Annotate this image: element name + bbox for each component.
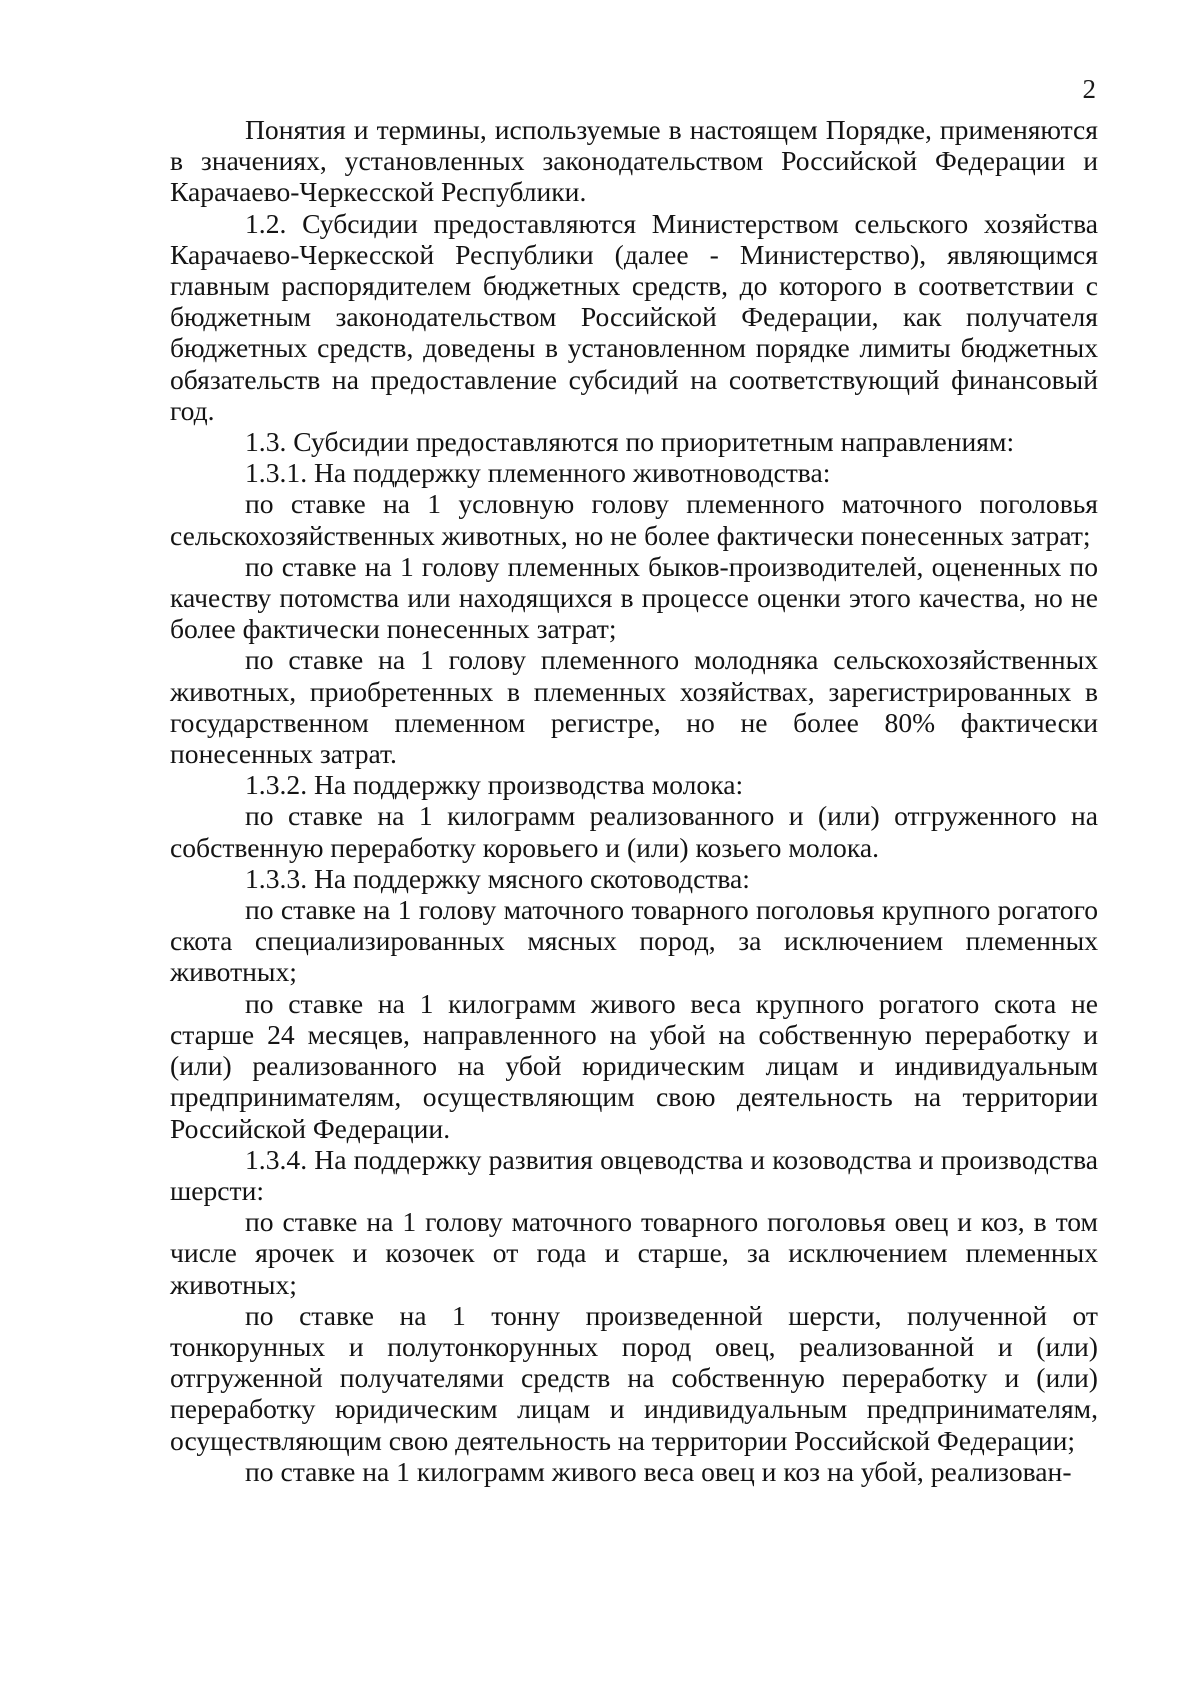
paragraph: по ставке на 1 килограмм живого веса овец и коз на убой, реализован- — [245, 1455, 1072, 1487]
page-number: 2 — [1082, 74, 1096, 104]
paragraph: по ставке на 1 голову племенных быков-производителей, оцененных по качеству потомства или находящихся в процессе оценки этого качества, но не более фактически понесенных затрат; — [170, 550, 1098, 645]
paragraph: по ставке на 1 килограмм реализованного и (или) отгруженного на собственную переработку коровьего и (или) козьего молока. — [170, 800, 1098, 863]
paragraph: Понятия и термины, используемые в настоящем Порядке, применяются в значениях, установленных законодательством Российской Федерации и Карачаево-Черкесской Республики. — [170, 114, 1098, 208]
paragraph: 1.3.4. На поддержку развития овцеводства и козоводства и производства шерсти: — [170, 1143, 1098, 1206]
paragraph: 1.3.3. На поддержку мясного скотоводства: — [245, 862, 750, 894]
paragraph: по ставке на 1 голову маточного товарного поголовья овец и коз, в том числе ярочек и козочек от года и старше, за исключением племенных животных; — [170, 1206, 1098, 1300]
paragraph: 1.2. Субсидии предоставляются Министерством сельского хозяйства Карачаево-Черкесской Республики (далее - Министерство), являющимся главным распорядителем бюджетных средств, до которого в соответствии с бюджетным законодательством Российской Федерации, как получателя бюджетных средств, доведены в установленном порядке лимиты бюджетных обязательств на предоставление субсидий на соответствующий финансовый год. — [170, 207, 1098, 426]
paragraph: 1.3.2. На поддержку производства молока: — [245, 769, 744, 801]
paragraph: по ставке на 1 голову маточного товарного поголовья крупного рогатого скота специализированных мясных пород, за исключением племенных животных; — [170, 894, 1098, 988]
document-body — [170, 114, 1098, 1487]
paragraph: по ставке на 1 килограмм живого веса крупного рогатого скота не старше 24 месяцев, направленного на убой на собственную переработку и (или) реализованного на убой юридическим лицам и индивидуальным предпринимателям, осуществляющим свою деятельность на территории Российской Федерации. — [170, 987, 1098, 1144]
paragraph: по ставке на 1 условную голову племенного маточного поголовья сельскохозяйственных животных, но не более фактически понесенных затрат; — [170, 488, 1098, 551]
paragraph: по ставке на 1 голову племенного молодняка сельскохозяйственных животных, приобретенных в племенных хозяйствах, зарегистрированных в государственном племенном регистре, но не более 80% фактически понесенных затрат. — [170, 644, 1098, 770]
paragraph: 1.3.1. На поддержку племенного животноводства: — [245, 457, 831, 489]
paragraph: по ставке на 1 тонну произведенной шерсти, полученной от тонкорунных и полутонкорунных пород овец, реализованной и (или) отгруженной получателями средств на собственную переработку и (или) переработку юридическим лицам и индивидуальным предпринимателям, осуществляющим свою деятельность на территории Российской Федерации; — [170, 1299, 1098, 1456]
paragraph: 1.3. Субсидии предоставляются по приоритетным направлениям: — [245, 426, 1015, 458]
